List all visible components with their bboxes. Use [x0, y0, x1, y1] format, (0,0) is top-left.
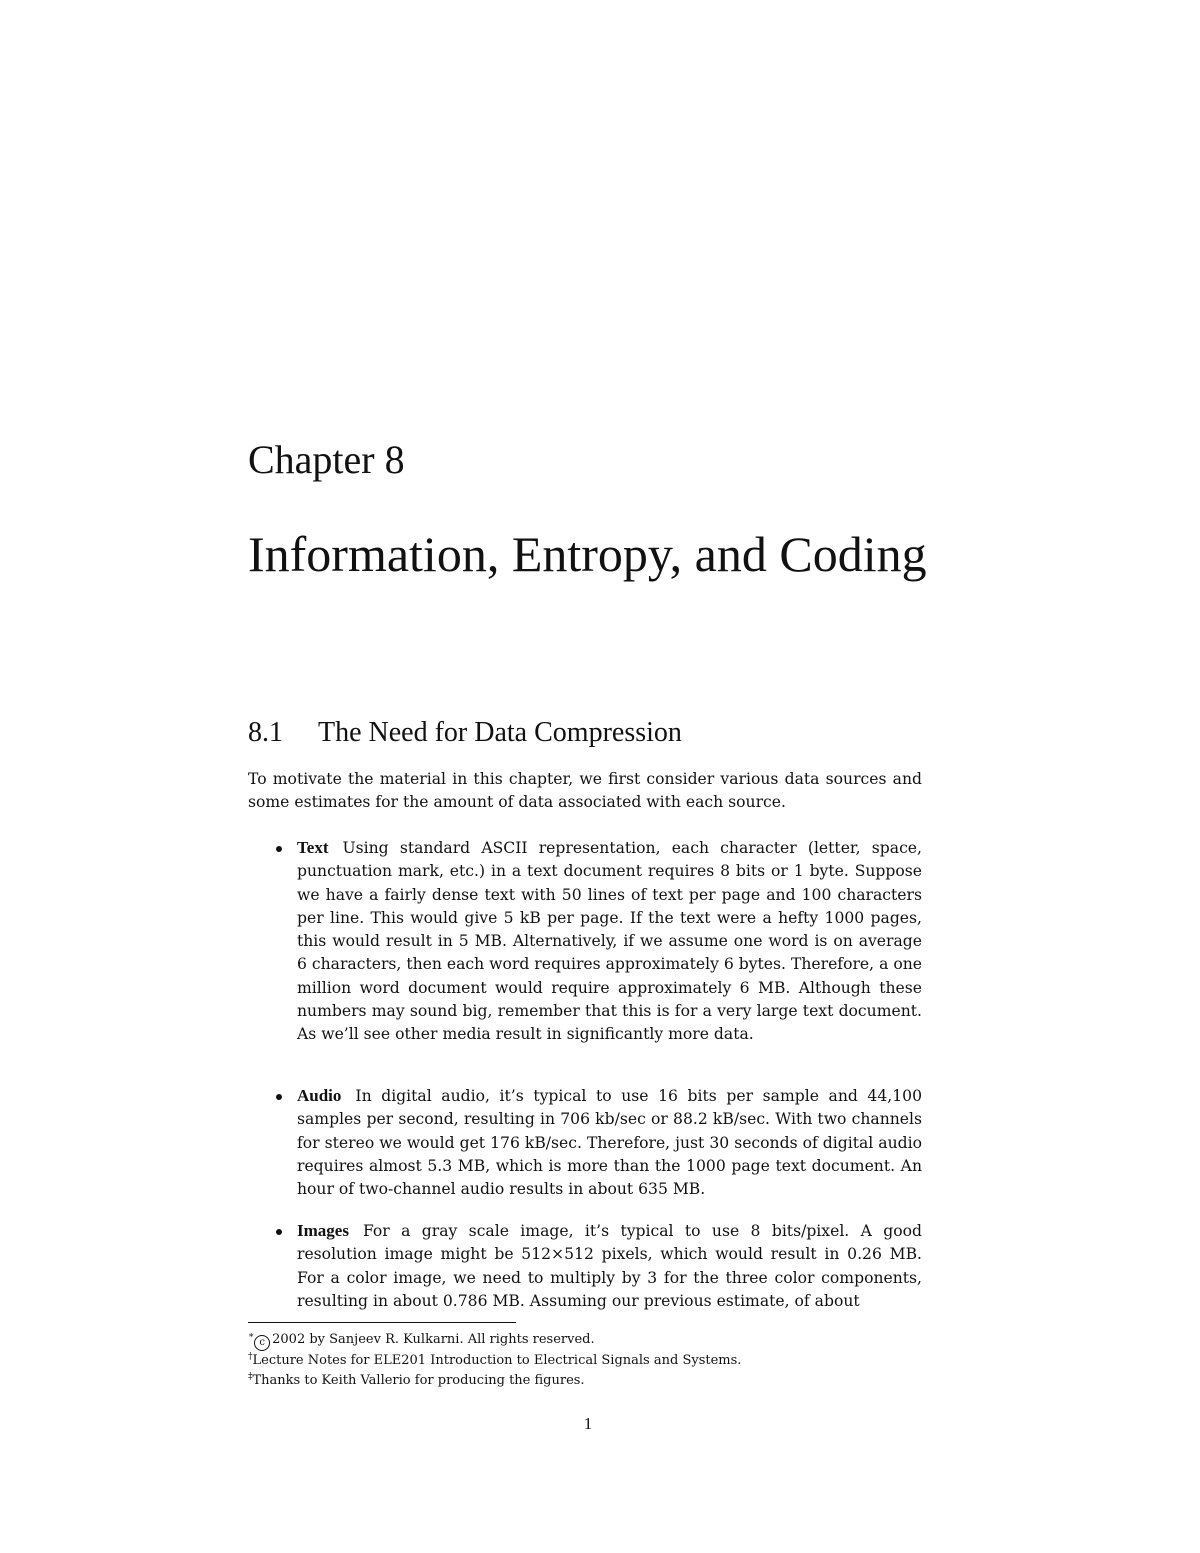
intro-paragraph: To motivate the material in this chapter, we first consider various data sources and some estimates for the amount of data associated with each source.	[248, 770, 922, 812]
bullet-item-audio	[297, 1084, 922, 1201]
footnote-thanks	[248, 1367, 585, 1391]
footnote-divider	[248, 1322, 516, 1323]
bullet-icon	[276, 1229, 282, 1235]
footnote-text: Lecture Notes for ELE201 Introduction to Electrical Signals and Systems.	[252, 1353, 742, 1368]
bullet-item-images	[297, 1219, 922, 1313]
bullet-icon	[276, 1094, 282, 1100]
section-heading	[248, 716, 682, 750]
section-number: 8.1	[248, 717, 283, 748]
chapter-label: Chapter 8	[248, 437, 405, 482]
item-description: In digital audio, it’s typical to use 16 bits per sample and 44,100 samples per second, resulting in 706 kb/sec or 88.2 kB/sec. With two channels for stereo we would get 176 kB/sec. Therefore, just 30 seconds of digital audio requires almost 5.3 MB, which is more than the 1000 page text document. An hour of two-channel audio results in about 635 MB.	[297, 1087, 922, 1199]
copyright-icon: c	[254, 1335, 270, 1351]
item-term: Audio	[297, 1086, 342, 1105]
item-description: Using standard ASCII representation, each character (letter, space, punctuation mark, etc.) in a text document requires 8 bits or 1 byte. Suppose we have a fairly dense text with 50 lines of text per page and 100 characters per line. This would give 5 kB per page. If the text were a hefty 1000 pages, this would result in 5 MB. Alternatively, if we assume one word is on average 6 characters, then each word requires approximately 6 bytes. Therefore, a one million word document would require approximately 6 MB. Although these numbers may sound big, remember that this is for a very large text document. As we’ll see other media result in significantly more data.	[297, 839, 922, 1044]
footnote-mark: †	[248, 1352, 253, 1362]
item-term: Text	[297, 838, 329, 857]
footnote-text: 2002 by Sanjeev R. Kulkarni. All rights reserved.	[272, 1332, 595, 1347]
item-description: For a gray scale image, it’s typical to use 8 bits/pixel. A good resolution image might be 512×512 pixels, which would result in 0.26 MB. For a color image, we need to multiply by 3 for the three color components, resulting in about 0.786 MB. Assuming our previous estimate, of about	[297, 1222, 922, 1310]
section-title: The Need for Data Compression	[318, 717, 682, 748]
bullet-item-text	[297, 836, 922, 1047]
bullet-icon	[276, 846, 282, 852]
item-term: Images	[297, 1221, 349, 1240]
footnote-mark: ∗	[248, 1331, 255, 1341]
footnote-mark: ‡	[248, 1372, 253, 1382]
page-number: 1	[583, 1414, 593, 1433]
chapter-title: Information, Entropy, and Coding	[248, 526, 927, 582]
footnote-text: Thanks to Keith Vallerio for producing the figures.	[252, 1373, 585, 1388]
